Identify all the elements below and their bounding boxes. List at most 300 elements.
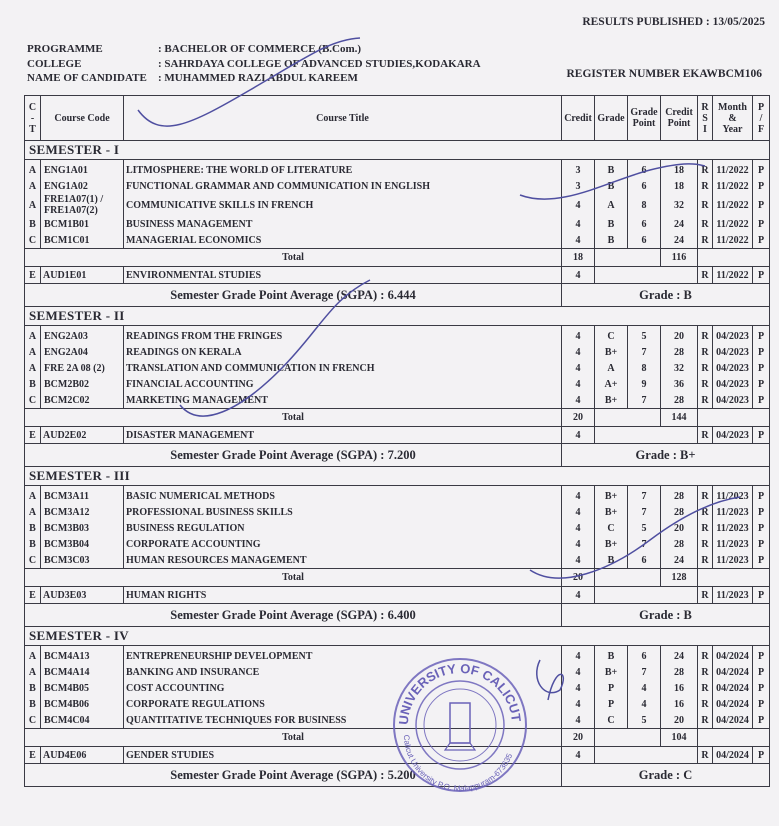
- svg-text:UNIVERSITY OF CALICUT: UNIVERSITY OF CALICUT: [395, 660, 524, 726]
- course-type: A: [25, 326, 41, 345]
- course-code: BCM4A14: [41, 664, 124, 680]
- pass-fail: P: [753, 664, 770, 680]
- total-credit: 20: [562, 409, 595, 427]
- svg-text:Calicut University P.O. Malapp: Calicut University P.O. Malappuram-673635: [401, 734, 515, 794]
- programme-label: PROGRAMME: [27, 43, 103, 55]
- course-type: A: [25, 360, 41, 376]
- course-code: AUD3E03: [41, 587, 124, 604]
- grade-point: 9: [628, 376, 661, 392]
- header-course-title: Course Title: [124, 96, 562, 141]
- course-code: BCM1C01: [41, 232, 124, 249]
- audit-course-row: [25, 747, 770, 764]
- course-type: E: [25, 747, 41, 764]
- total-blank-right: [698, 409, 770, 427]
- credit-point: 28: [661, 392, 698, 409]
- total-blank: [595, 409, 661, 427]
- course-row: [25, 536, 770, 552]
- course-type: E: [25, 427, 41, 444]
- course-title: BUSINESS MANAGEMENT: [124, 216, 562, 232]
- credit-point: 28: [661, 536, 698, 552]
- semester-title: SEMESTER - III: [25, 467, 770, 486]
- month-year: 11/2023: [713, 520, 753, 536]
- course-row: [25, 664, 770, 680]
- course-type: E: [25, 267, 41, 284]
- rsi: R: [698, 520, 713, 536]
- course-row: [25, 216, 770, 232]
- course-row: [25, 178, 770, 194]
- pass-fail: P: [753, 178, 770, 194]
- audit-course-row: [25, 587, 770, 604]
- month-year: 11/2022: [713, 194, 753, 216]
- grade-point: 6: [628, 160, 661, 179]
- credit: 4: [562, 427, 595, 444]
- course-title: HUMAN RESOURCES MANAGEMENT: [124, 552, 562, 569]
- audit-blank: [595, 427, 698, 444]
- total-credit-point: 104: [661, 729, 698, 747]
- rsi: R: [698, 696, 713, 712]
- grade: P: [595, 696, 628, 712]
- month-year: 04/2024: [713, 747, 753, 764]
- month-year: 04/2023: [713, 344, 753, 360]
- credit: 4: [562, 747, 595, 764]
- course-code: BCM3B04: [41, 536, 124, 552]
- course-code: ENG2A03: [41, 326, 124, 345]
- credit-point: 24: [661, 232, 698, 249]
- grade: C: [595, 712, 628, 729]
- rsi: R: [698, 486, 713, 505]
- rsi: R: [698, 344, 713, 360]
- month-year: 11/2022: [713, 178, 753, 194]
- month-year: 11/2023: [713, 504, 753, 520]
- credit: 4: [562, 326, 595, 345]
- course-type: B: [25, 536, 41, 552]
- course-title: DISASTER MANAGEMENT: [124, 427, 562, 444]
- grade: B+: [595, 344, 628, 360]
- course-code: AUD2E02: [41, 427, 124, 444]
- course-row: [25, 712, 770, 729]
- credit: 4: [562, 680, 595, 696]
- credit: 4: [562, 520, 595, 536]
- credit-point: 20: [661, 520, 698, 536]
- pass-fail: P: [753, 520, 770, 536]
- total-credit-point: 128: [661, 569, 698, 587]
- credit-point: 28: [661, 664, 698, 680]
- pass-fail: P: [753, 427, 770, 444]
- grade-point: 8: [628, 360, 661, 376]
- credit: 4: [562, 664, 595, 680]
- course-row: [25, 360, 770, 376]
- course-title: TRANSLATION AND COMMUNICATION IN FRENCH: [124, 360, 562, 376]
- rsi: R: [698, 646, 713, 665]
- rsi: R: [698, 427, 713, 444]
- month-year: 11/2022: [713, 232, 753, 249]
- month-year: 11/2023: [713, 552, 753, 569]
- header-credit-point: Credit Point: [661, 96, 698, 141]
- register-number: REGISTER NUMBER EKAWBCM106: [566, 68, 762, 80]
- credit-point: 28: [661, 504, 698, 520]
- header-pf: P / F: [753, 96, 770, 141]
- semester-grade: Grade : B: [562, 604, 770, 627]
- credit-point: 24: [661, 216, 698, 232]
- credit-point: 32: [661, 360, 698, 376]
- rsi: R: [698, 664, 713, 680]
- grade: B: [595, 216, 628, 232]
- candidate-label: NAME OF CANDIDATE: [27, 72, 147, 84]
- grade: B+: [595, 504, 628, 520]
- credit-point: 32: [661, 194, 698, 216]
- month-year: 04/2023: [713, 427, 753, 444]
- semester-title: SEMESTER - II: [25, 307, 770, 326]
- college-value: : SAHRDAYA COLLEGE OF ADVANCED STUDIES,KODAKARA: [158, 57, 481, 70]
- total-blank: [595, 729, 661, 747]
- course-code: BCM2C02: [41, 392, 124, 409]
- course-title: QUANTITATIVE TECHNIQUES FOR BUSINESS: [124, 712, 562, 729]
- course-type: C: [25, 712, 41, 729]
- course-code: ENG2A04: [41, 344, 124, 360]
- total-blank-right: [698, 249, 770, 267]
- course-title: FUNCTIONAL GRAMMAR AND COMMUNICATION IN ENGLISH: [124, 178, 562, 194]
- course-title: HUMAN RIGHTS: [124, 587, 562, 604]
- grade-point: 6: [628, 216, 661, 232]
- sgpa-value: Semester Grade Point Average (SGPA) : 6.400: [25, 604, 562, 627]
- total-label: Total: [25, 569, 562, 587]
- header-rsi: R S I: [698, 96, 713, 141]
- course-title: FINANCIAL ACCOUNTING: [124, 376, 562, 392]
- month-year: 04/2023: [713, 360, 753, 376]
- sgpa-row: [25, 444, 770, 467]
- sgpa-value: Semester Grade Point Average (SGPA) : 7.200: [25, 444, 562, 467]
- grade-point: 6: [628, 232, 661, 249]
- credit-point: 16: [661, 680, 698, 696]
- course-title: ENVIRONMENTAL STUDIES: [124, 267, 562, 284]
- credit-point: 24: [661, 646, 698, 665]
- credit: 4: [562, 392, 595, 409]
- pass-fail: P: [753, 232, 770, 249]
- grade-point: 6: [628, 646, 661, 665]
- course-title: COMMUNICATIVE SKILLS IN FRENCH: [124, 194, 562, 216]
- pass-fail: P: [753, 344, 770, 360]
- total-label: Total: [25, 729, 562, 747]
- total-credit: 20: [562, 569, 595, 587]
- credit: 4: [562, 712, 595, 729]
- sgpa-value: Semester Grade Point Average (SGPA) : 6.444: [25, 284, 562, 307]
- course-row: [25, 392, 770, 409]
- total-blank: [595, 569, 661, 587]
- credit-point: 20: [661, 326, 698, 345]
- semester-grade: Grade : B: [562, 284, 770, 307]
- credit-point: 28: [661, 486, 698, 505]
- grade: B: [595, 552, 628, 569]
- course-title: ENTREPRENEURSHIP DEVELOPMENT: [124, 646, 562, 665]
- grade: A: [595, 194, 628, 216]
- credit-point: 28: [661, 344, 698, 360]
- credit: 3: [562, 178, 595, 194]
- pass-fail: P: [753, 194, 770, 216]
- grade: B: [595, 232, 628, 249]
- credit-point: 24: [661, 552, 698, 569]
- month-year: 11/2022: [713, 216, 753, 232]
- course-code: BCM3A12: [41, 504, 124, 520]
- course-type: A: [25, 486, 41, 505]
- grade-point: 7: [628, 486, 661, 505]
- course-title: PROFESSIONAL BUSINESS SKILLS: [124, 504, 562, 520]
- header-credit: Credit: [562, 96, 595, 141]
- pass-fail: P: [753, 376, 770, 392]
- grade: C: [595, 326, 628, 345]
- month-year: 04/2024: [713, 664, 753, 680]
- rsi: R: [698, 326, 713, 345]
- rsi: R: [698, 392, 713, 409]
- course-code: BCM1B01: [41, 216, 124, 232]
- month-year: 04/2024: [713, 712, 753, 729]
- course-row: [25, 486, 770, 505]
- credit-point: 18: [661, 160, 698, 179]
- credit: 4: [562, 344, 595, 360]
- month-year: 11/2023: [713, 536, 753, 552]
- rsi: R: [698, 504, 713, 520]
- course-code: FRE 2A 08 (2): [41, 360, 124, 376]
- month-year: 04/2024: [713, 646, 753, 665]
- course-title: READINGS FROM THE FRINGES: [124, 326, 562, 345]
- semester-heading: [25, 467, 770, 486]
- semester-grade: Grade : C: [562, 764, 770, 787]
- month-year: 04/2023: [713, 376, 753, 392]
- pass-fail: P: [753, 504, 770, 520]
- total-blank-right: [698, 729, 770, 747]
- audit-course-row: [25, 427, 770, 444]
- course-title: LITMOSPHERE: THE WORLD OF LITERATURE: [124, 160, 562, 179]
- grade: C: [595, 520, 628, 536]
- course-type: B: [25, 216, 41, 232]
- header-grade: Grade: [595, 96, 628, 141]
- pass-fail: P: [753, 216, 770, 232]
- course-row: [25, 646, 770, 665]
- course-title: MANAGERIAL ECONOMICS: [124, 232, 562, 249]
- rsi: R: [698, 194, 713, 216]
- total-row: [25, 249, 770, 267]
- semester-heading: [25, 627, 770, 646]
- month-year: 11/2023: [713, 587, 753, 604]
- course-row: [25, 504, 770, 520]
- sgpa-value: Semester Grade Point Average (SGPA) : 5.200: [25, 764, 562, 787]
- rsi: R: [698, 552, 713, 569]
- credit-point: 18: [661, 178, 698, 194]
- audit-blank: [595, 267, 698, 284]
- course-row: [25, 696, 770, 712]
- credit-point: 16: [661, 696, 698, 712]
- pass-fail: P: [753, 267, 770, 284]
- credit: 4: [562, 232, 595, 249]
- course-type: A: [25, 646, 41, 665]
- course-type: C: [25, 552, 41, 569]
- course-code: BCM4A13: [41, 646, 124, 665]
- pass-fail: P: [753, 712, 770, 729]
- semester-title: SEMESTER - IV: [25, 627, 770, 646]
- total-blank: [595, 249, 661, 267]
- course-type: A: [25, 160, 41, 179]
- course-type: B: [25, 376, 41, 392]
- course-title: BASIC NUMERICAL METHODS: [124, 486, 562, 505]
- course-row: [25, 344, 770, 360]
- grade: B+: [595, 664, 628, 680]
- pass-fail: P: [753, 360, 770, 376]
- course-title: CORPORATE ACCOUNTING: [124, 536, 562, 552]
- course-type: A: [25, 664, 41, 680]
- month-year: 11/2022: [713, 160, 753, 179]
- table-header: [25, 96, 770, 141]
- total-credit: 18: [562, 249, 595, 267]
- credit: 4: [562, 552, 595, 569]
- course-type: B: [25, 680, 41, 696]
- month-year: 04/2024: [713, 680, 753, 696]
- grade-point: 7: [628, 664, 661, 680]
- pass-fail: P: [753, 747, 770, 764]
- total-label: Total: [25, 409, 562, 427]
- grade-point: 7: [628, 536, 661, 552]
- grade: B+: [595, 392, 628, 409]
- month-year: 04/2024: [713, 696, 753, 712]
- pass-fail: P: [753, 160, 770, 179]
- candidate-value: : MUHAMMED RAZI ABDUL KAREEM: [158, 72, 358, 84]
- results-published: RESULTS PUBLISHED : 13/05/2025: [582, 16, 765, 28]
- total-credit-point: 116: [661, 249, 698, 267]
- course-code: BCM3B03: [41, 520, 124, 536]
- rsi: R: [698, 160, 713, 179]
- course-type: A: [25, 504, 41, 520]
- credit: 4: [562, 267, 595, 284]
- results-table: [24, 95, 770, 787]
- grade: A+: [595, 376, 628, 392]
- rsi: R: [698, 536, 713, 552]
- semester-title: SEMESTER - I: [25, 141, 770, 160]
- pass-fail: P: [753, 696, 770, 712]
- credit: 4: [562, 696, 595, 712]
- course-code: BCM2B02: [41, 376, 124, 392]
- grade: A: [595, 360, 628, 376]
- credit: 4: [562, 194, 595, 216]
- course-code: AUD4E06: [41, 747, 124, 764]
- college-label: COLLEGE: [27, 57, 82, 70]
- course-title: MARKETING MANAGEMENT: [124, 392, 562, 409]
- rsi: R: [698, 376, 713, 392]
- total-row: [25, 409, 770, 427]
- grade: P: [595, 680, 628, 696]
- rsi: R: [698, 360, 713, 376]
- grade: B+: [595, 536, 628, 552]
- course-type: E: [25, 587, 41, 604]
- rsi: R: [698, 680, 713, 696]
- month-year: 11/2022: [713, 267, 753, 284]
- credit: 4: [562, 587, 595, 604]
- course-row: [25, 520, 770, 536]
- grade: B: [595, 646, 628, 665]
- grade-point: 6: [628, 552, 661, 569]
- audit-blank: [595, 587, 698, 604]
- sgpa-row: [25, 284, 770, 307]
- course-code: BCM4B05: [41, 680, 124, 696]
- month-year: 11/2023: [713, 486, 753, 505]
- rsi: R: [698, 232, 713, 249]
- grade: B+: [595, 486, 628, 505]
- course-row: [25, 194, 770, 216]
- rsi: R: [698, 712, 713, 729]
- credit: 4: [562, 536, 595, 552]
- rsi: R: [698, 178, 713, 194]
- grade: B: [595, 160, 628, 179]
- credit: 4: [562, 486, 595, 505]
- grade-point: 7: [628, 344, 661, 360]
- credit: 3: [562, 160, 595, 179]
- course-type: B: [25, 696, 41, 712]
- header-ct: C - T: [25, 96, 41, 141]
- audit-blank: [595, 747, 698, 764]
- course-type: A: [25, 344, 41, 360]
- pass-fail: P: [753, 680, 770, 696]
- pass-fail: P: [753, 486, 770, 505]
- course-type: A: [25, 194, 41, 216]
- course-row: [25, 326, 770, 345]
- course-row: [25, 232, 770, 249]
- rsi: R: [698, 216, 713, 232]
- course-code: FRE1A07(1) / FRE1A07(2): [41, 194, 124, 216]
- course-type: A: [25, 178, 41, 194]
- grade-point: 6: [628, 178, 661, 194]
- pass-fail: P: [753, 552, 770, 569]
- course-row: [25, 552, 770, 569]
- semester-grade: Grade : B+: [562, 444, 770, 467]
- month-year: 04/2023: [713, 326, 753, 345]
- course-row: [25, 376, 770, 392]
- sgpa-row: [25, 764, 770, 787]
- month-year: 04/2023: [713, 392, 753, 409]
- pass-fail: P: [753, 326, 770, 345]
- header-month-year: Month & Year: [713, 96, 753, 141]
- course-code: AUD1E01: [41, 267, 124, 284]
- credit: 4: [562, 216, 595, 232]
- grade-point: 4: [628, 680, 661, 696]
- course-title: BANKING AND INSURANCE: [124, 664, 562, 680]
- course-type: C: [25, 232, 41, 249]
- total-row: [25, 729, 770, 747]
- credit: 4: [562, 504, 595, 520]
- sgpa-row: [25, 604, 770, 627]
- credit-point: 36: [661, 376, 698, 392]
- total-credit-point: 144: [661, 409, 698, 427]
- header-grade-point: Grade Point: [628, 96, 661, 141]
- course-code: BCM3A11: [41, 486, 124, 505]
- pass-fail: P: [753, 392, 770, 409]
- course-row: [25, 680, 770, 696]
- rsi: R: [698, 267, 713, 284]
- total-blank-right: [698, 569, 770, 587]
- grade-point: 4: [628, 696, 661, 712]
- pass-fail: P: [753, 646, 770, 665]
- credit: 4: [562, 376, 595, 392]
- course-code: BCM4C04: [41, 712, 124, 729]
- semester-heading: [25, 307, 770, 326]
- course-title: COST ACCOUNTING: [124, 680, 562, 696]
- course-type: B: [25, 520, 41, 536]
- grade-point: 8: [628, 194, 661, 216]
- total-credit: 20: [562, 729, 595, 747]
- grade-point: 5: [628, 520, 661, 536]
- grade-point: 5: [628, 712, 661, 729]
- audit-course-row: [25, 267, 770, 284]
- rsi: R: [698, 587, 713, 604]
- course-row: [25, 160, 770, 179]
- grade-point: 7: [628, 504, 661, 520]
- grade-point: 7: [628, 392, 661, 409]
